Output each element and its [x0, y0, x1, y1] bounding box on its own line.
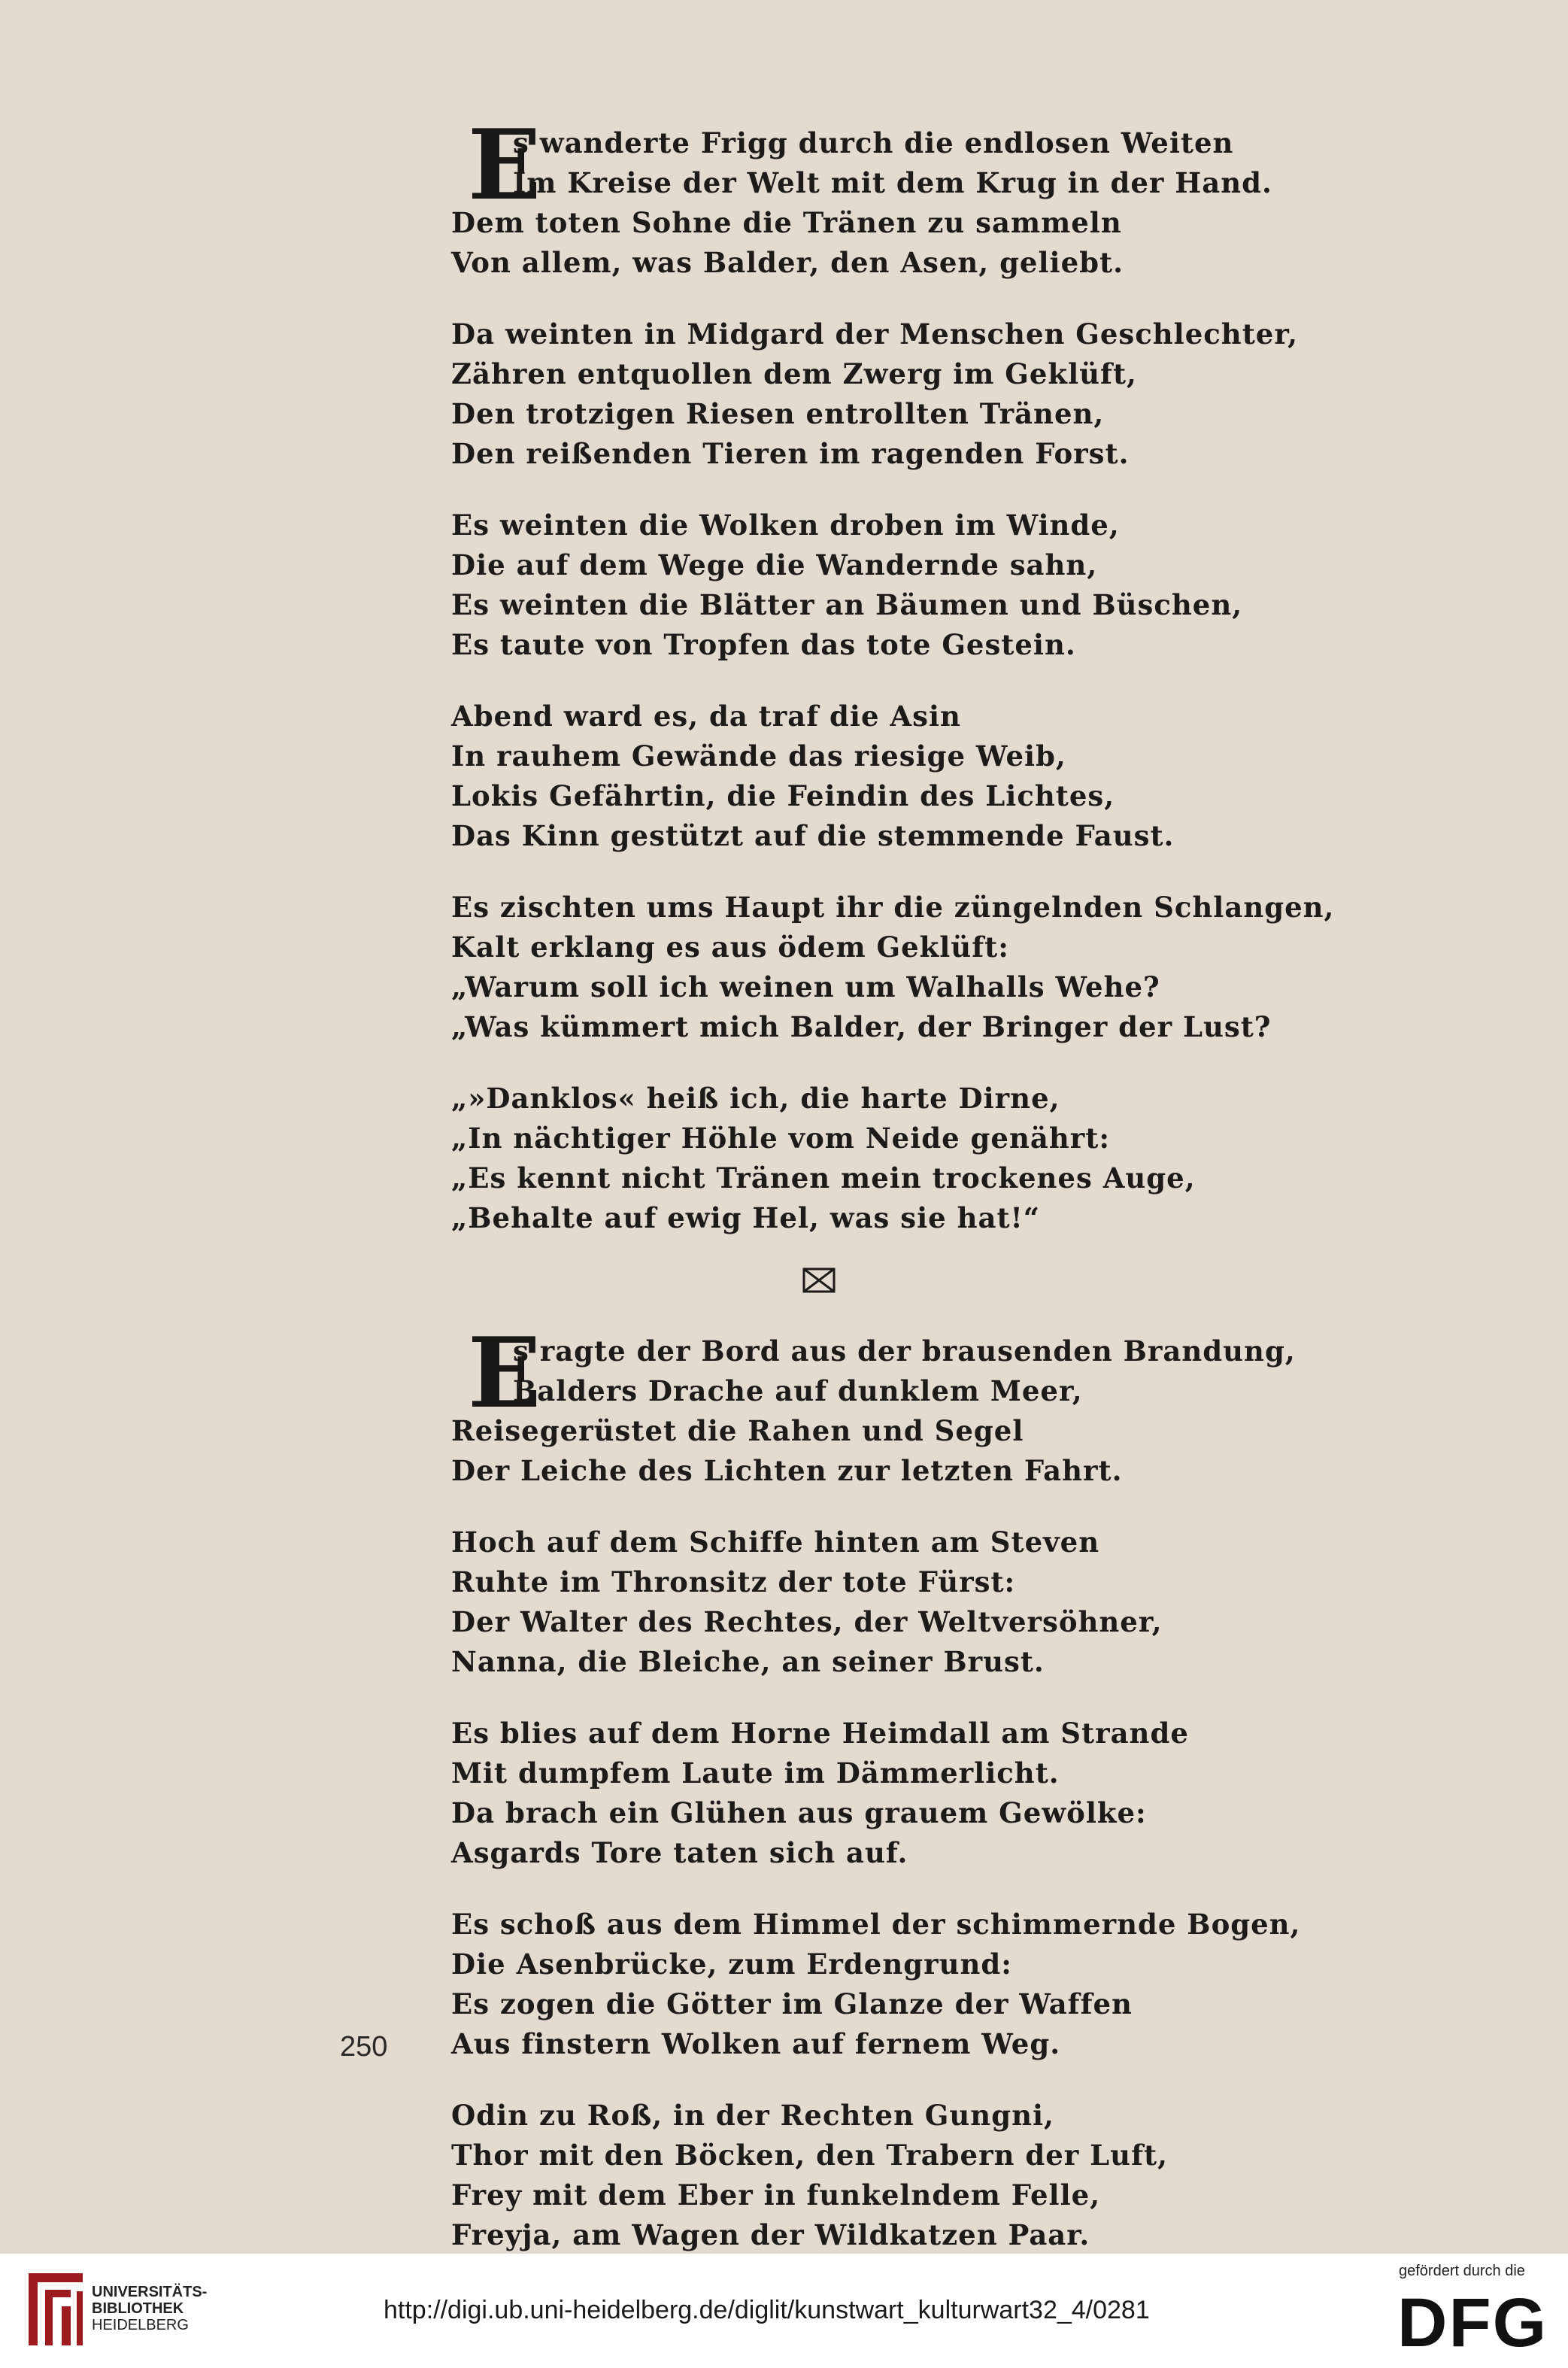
- verse-line: Von allem, was Balder, den Asen, geliebt.: [451, 246, 1124, 279]
- stanza: [451, 1714, 1354, 1873]
- stanza: [451, 1079, 1354, 1238]
- verse-line: Mit dumpfem Laute im Dämmerlicht.: [451, 1756, 1060, 1790]
- ornament-icon: [802, 1267, 836, 1294]
- verse-line: Den trotzigen Riesen entrollten Tränen,: [451, 397, 1105, 430]
- verse-line: Balders Drache auf dunklem Meer,: [513, 1374, 1083, 1407]
- poem-part-1: [451, 109, 1354, 1238]
- verse-line: Es taute von Tropfen das tote Gestein.: [451, 628, 1076, 661]
- verse-line: Es zogen die Götter im Glanze der Waffen: [451, 1987, 1133, 2020]
- university-library-logo-icon: [23, 2267, 92, 2351]
- stanza: [451, 888, 1354, 1047]
- poem-text: [451, 109, 1354, 2287]
- verse-line: In rauhem Gewände das riesige Weib,: [451, 739, 1066, 773]
- verse-line: s wanderte Frigg durch die endlosen Weiten: [513, 126, 1234, 159]
- verse-line: Freyja, am Wagen der Wildkatzen Paar.: [451, 2218, 1090, 2251]
- verse-line: „Warum soll ich weinen um Walhalls Wehe?: [451, 970, 1160, 1003]
- stanza: [451, 1317, 1354, 1491]
- stanza: [451, 697, 1354, 856]
- stanza: [451, 2096, 1354, 2255]
- verse-line: „»Danklos« heiß ich, die harte Dirne,: [451, 1082, 1060, 1115]
- library-name-line: HEIDELBERG: [92, 2317, 189, 2333]
- verse-line: Es weinten die Blätter an Bäumen und Büschen,: [451, 588, 1243, 621]
- verse-line: Der Leiche des Lichten zur letzten Fahrt.: [451, 1454, 1123, 1487]
- verse-line: Zähren entquollen dem Zwerg im Geklüft,: [451, 357, 1137, 390]
- verse-line: Es schoß aus dem Himmel der schimmernde Bogen,: [451, 1908, 1301, 1941]
- verse-line: Es weinten die Wolken droben im Winde,: [451, 509, 1120, 542]
- library-name-line: BIBLIOTHEK: [92, 2300, 184, 2317]
- verse-line: Hoch auf dem Schiffe hinten am Steven: [451, 1526, 1100, 1559]
- stanza: [451, 314, 1354, 474]
- verse-line: Dem toten Sohne die Tränen zu sammeln: [451, 206, 1122, 239]
- verse-line: Abend ward es, da traf die Asin: [451, 700, 961, 733]
- library-name-line: UNIVERSITÄTS-: [92, 2284, 208, 2300]
- verse-line: Thor mit den Böcken, den Trabern der Luft,: [451, 2139, 1168, 2172]
- verse-line: Da weinten in Midgard der Menschen Geschlechter,: [451, 317, 1299, 351]
- verse-line: Das Kinn gestützt auf die stemmende Faust.: [451, 819, 1175, 852]
- verse-line: „Behalte auf ewig Hel, was sie hat!“: [451, 1201, 1041, 1234]
- verse-line: „Was kümmert mich Balder, der Bringer der Lust?: [451, 1010, 1272, 1043]
- stanza: [451, 505, 1354, 665]
- stanza: [451, 1523, 1354, 1682]
- drop-cap-initial: E: [468, 109, 541, 222]
- verse-line: Reisegerüstet die Rahen und Segel: [451, 1414, 1024, 1447]
- stanza: [451, 1905, 1354, 2064]
- verse-line: s ragte der Bord aus der brausenden Brandung,: [513, 1334, 1296, 1368]
- drop-cap-initial: E: [468, 1317, 541, 1430]
- funding-note: gefördert durch die: [1399, 2263, 1525, 2279]
- verse-line: Odin zu Roß, in der Rechten Gungni,: [451, 2099, 1054, 2132]
- verse-line: Lokis Gefährtin, die Feindin des Lichtes,: [451, 779, 1115, 812]
- verse-line: „In nächtiger Höhle vom Neide genährt:: [451, 1122, 1110, 1155]
- verse-line: Es zischten ums Haupt ihr die züngelnden Schlangen,: [451, 891, 1335, 924]
- library-name: [92, 2284, 207, 2333]
- verse-line: Im Kreise der Welt mit dem Krug in der Hand.: [513, 166, 1272, 199]
- verse-line: Kalt erklang es aus ödem Geklüft:: [451, 931, 1009, 964]
- stanza: [451, 109, 1354, 283]
- verse-line: „Es kennt nicht Tränen mein trockenes Auge,: [451, 1161, 1196, 1195]
- verse-line: Aus finstern Wolken auf fernem Weg.: [451, 2027, 1061, 2060]
- permalink-url[interactable]: http://digi.ub.uni-heidelberg.de/diglit/kunstwart_kulturwart32_4/0281: [384, 2296, 1150, 2324]
- verse-line: Ruhte im Thronsitz der tote Fürst:: [451, 1565, 1016, 1598]
- verse-line: Es blies auf dem Horne Heimdall am Strande: [451, 1717, 1189, 1750]
- verse-line: Frey mit dem Eber in funkelndem Felle,: [451, 2178, 1101, 2212]
- verse-line: Der Walter des Rechtes, der Weltversöhner,: [451, 1605, 1163, 1638]
- verse-line: Den reißenden Tieren im ragenden Forst.: [451, 437, 1130, 470]
- verse-line: Nanna, die Bleiche, an seiner Brust.: [451, 1645, 1045, 1678]
- dfg-logo: DFG: [1397, 2285, 1548, 2361]
- ornament-divider: [451, 1259, 1354, 1313]
- verse-line: Die Asenbrücke, zum Erdengrund:: [451, 1948, 1012, 1981]
- verse-line: Da brach ein Glühen aus grauem Gewölke:: [451, 1796, 1147, 1829]
- page-number: 250: [340, 2031, 388, 2063]
- verse-line: Die auf dem Wege die Wandernde sahn,: [451, 548, 1098, 581]
- verse-line: Asgards Tore taten sich auf.: [451, 1836, 908, 1869]
- viewer-footer: [0, 2254, 1568, 2368]
- poem-part-2: [451, 1317, 1354, 2255]
